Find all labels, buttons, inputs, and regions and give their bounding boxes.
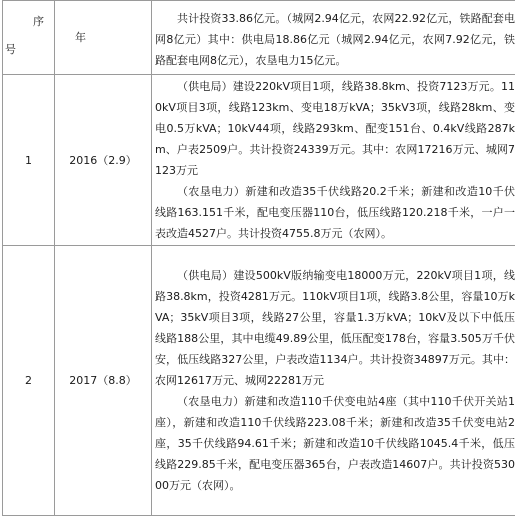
description-paragraph-power-bureau: （供电局）建设500kV版纳输变电18000万元，220kV项目1项，线路38.8km，投资4281万元。110kV项目1项，线路3.8公里，容量10万kVA；35kV项目3项，线路27公里，容量1.3万kVA；10kV及以下中低压线路188公里，其中电缆49.89公里，低压配变178台，容量3.505万千伏安，低压线路327公里，户表改造1134户。共计投资34897万元。其中：农网12617万元、城网22281万元 (155, 265, 515, 391)
table-row (3, 75, 515, 246)
row-year-cell (55, 246, 152, 516)
year-header-label: 年 (55, 27, 151, 48)
row-description-cell (152, 75, 515, 246)
year-header-cell (55, 1, 152, 75)
table-header-row (3, 1, 515, 75)
summary-cell (152, 1, 515, 75)
row-number: 2 (3, 370, 54, 391)
no-header-char-1: 序 (33, 15, 44, 28)
description-paragraph-power-bureau: （供电局）建设220kV项目1项，线路38.8km、投资7123万元。110kV项目3项，线路123km、变电18万kVA；35kV3项，线路28km、变电0.5万kVA；10kV44项，线路293km、配变151台、0.4kV线路287km、户表2509户。共计投资24339万元。其中：农网17216万元、城网7123万元 (155, 76, 515, 181)
row-number-cell (3, 75, 55, 246)
no-header-char-2: 号 (5, 43, 16, 56)
investment-table (2, 0, 515, 516)
row-number: 1 (3, 150, 54, 171)
description-paragraph-farm-power: （农垦电力）新建和改造35千伏线路20.2千米；新建和改造10千伏线路163.151千米，配电变压器110台，低压线路120.218千米，一户一表改造4527户。共计投资4755.8万元（农网）。 (155, 181, 515, 244)
row-year-cell (55, 75, 152, 246)
row-year: 2017（8.8） (55, 370, 151, 391)
description-paragraph-farm-power: （农垦电力）新建和改造110千伏变电站4座（其中110千伏开关站1座），新建和改造110千伏线路223.08千米；新建和改造35千伏变电站2座，35千伏线路94.61千米；新建和改造10千伏线路1045.4千米，低压线路229.85千米，配电变压器365台，户表改造14607户。共计投资53000万元（农网）。 (155, 391, 515, 496)
row-number-cell (3, 246, 55, 516)
summary-text: 共计投资33.86亿元。（城网2.94亿元，农网22.92亿元，铁路配套电网8亿元）其中：供电局18.86亿元（城网2.94亿元，农网7.92亿元，铁路配套电网8亿元），农垦电力15亿元。 (155, 8, 515, 71)
row-year: 2016（2.9） (55, 150, 151, 171)
no-header-cell (3, 1, 55, 75)
row-description-cell (152, 246, 515, 516)
table-row (3, 246, 515, 516)
